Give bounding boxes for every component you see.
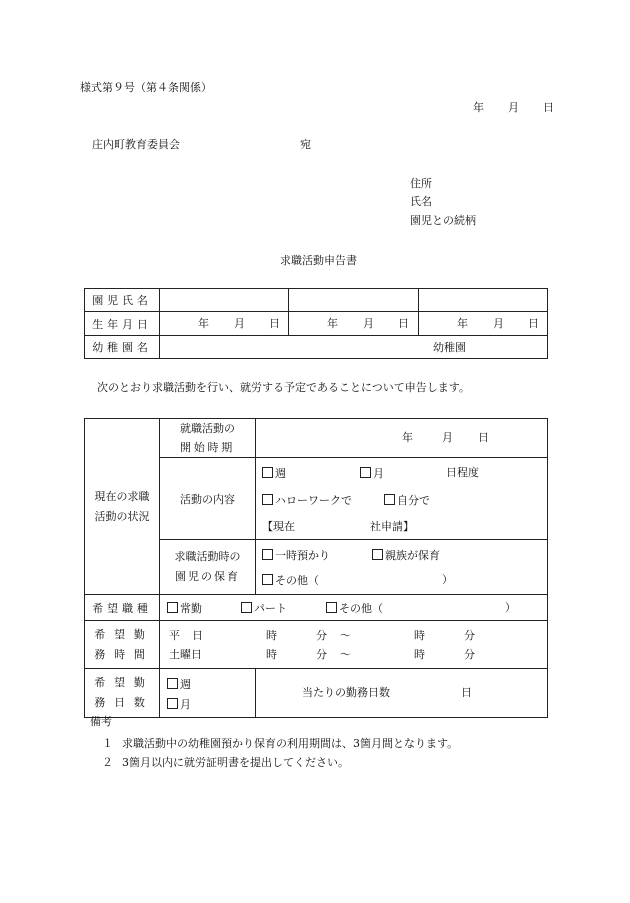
birth-date-field-1[interactable]: 年 月 日 bbox=[160, 312, 289, 336]
name-label: 氏名 bbox=[410, 195, 432, 208]
hello-work-checkbox[interactable] bbox=[262, 494, 273, 505]
date-day-label: 日 bbox=[543, 101, 554, 114]
notes-heading: 備考 bbox=[90, 715, 112, 728]
temp-care-option[interactable]: 一時預かり bbox=[262, 549, 330, 561]
start-period-field[interactable]: 年 月 日 bbox=[256, 419, 548, 458]
other-care-option[interactable]: その他（ bbox=[262, 574, 319, 586]
date-month-label: 月 bbox=[508, 101, 519, 114]
part-checkbox[interactable] bbox=[241, 602, 252, 613]
month-option[interactable]: 月 bbox=[360, 467, 384, 479]
per-days-label: 当たりの勤務日数 bbox=[302, 686, 390, 699]
work-days-row bbox=[85, 669, 548, 718]
job-type-label: 希望職種 bbox=[85, 595, 160, 621]
start-period-row bbox=[85, 419, 548, 458]
week-checkbox[interactable] bbox=[262, 467, 273, 478]
current-bracket-open: 【現在 bbox=[262, 520, 295, 533]
degree-label: 日程度 bbox=[446, 466, 479, 479]
form-number: 様式第９号（第４条関係） bbox=[80, 81, 212, 94]
note-2-number: ２ bbox=[102, 756, 113, 769]
hello-work-option[interactable]: ハローワークで bbox=[262, 494, 352, 506]
job-type-row bbox=[85, 595, 548, 621]
work-time-field: 平日 時 分 ～ 時 分 土曜日 時 分 ～ 時 分 bbox=[160, 621, 548, 669]
birth-date-field-2[interactable]: 年 月 日 bbox=[289, 312, 419, 336]
statement-text: 次のとおり求職活動を行い、就労する予定であることについて申告します。 bbox=[97, 381, 470, 394]
activity-content-label: 活動の内容 bbox=[160, 458, 256, 540]
other-job-checkbox[interactable] bbox=[326, 602, 337, 613]
form-title: 求職活動申告書 bbox=[280, 254, 357, 267]
temp-care-checkbox[interactable] bbox=[262, 549, 273, 560]
month-checkbox[interactable] bbox=[360, 467, 371, 478]
regular-option[interactable]: 常勤 bbox=[167, 602, 202, 614]
other-job-close: ） bbox=[505, 601, 516, 614]
work-time-label: 希望勤 務時間 bbox=[85, 621, 160, 669]
job-type-field bbox=[160, 595, 548, 621]
activity-table bbox=[84, 418, 548, 718]
care-field bbox=[256, 540, 548, 595]
school-name-field[interactable] bbox=[160, 336, 548, 359]
birth-date-label: 生年月日 bbox=[85, 312, 160, 336]
address-label: 住所 bbox=[410, 177, 432, 190]
activity-status-label: 現在の求職 活動の状況 bbox=[85, 419, 160, 595]
relation-label: 園児との続柄 bbox=[410, 214, 476, 227]
date-year-label: 年 bbox=[473, 101, 484, 114]
school-name-label: 幼稚園名 bbox=[85, 336, 160, 359]
work-days-unit-field bbox=[160, 669, 256, 718]
days-week-option[interactable]: 週 bbox=[167, 678, 191, 690]
days-month-option[interactable]: 月 bbox=[167, 698, 191, 710]
other-care-close: ） bbox=[442, 573, 453, 586]
other-job-option[interactable]: その他（ bbox=[326, 602, 383, 614]
child-info-table bbox=[84, 288, 548, 359]
birth-date-row bbox=[85, 312, 548, 336]
saturday-label: 土曜日 bbox=[169, 648, 202, 661]
regular-checkbox[interactable] bbox=[167, 602, 178, 613]
addressee-name: 庄内町教育委員会 bbox=[92, 138, 180, 151]
days-month-checkbox[interactable] bbox=[167, 698, 178, 709]
self-option[interactable]: 自分で bbox=[384, 494, 430, 506]
child-name-field-2[interactable] bbox=[289, 289, 419, 312]
work-time-row bbox=[85, 621, 548, 669]
company-apply-bracket: 社申請】 bbox=[370, 520, 414, 533]
activity-content-field bbox=[256, 458, 548, 540]
days-week-checkbox[interactable] bbox=[167, 678, 178, 689]
week-option[interactable]: 週 bbox=[262, 467, 286, 479]
other-care-checkbox[interactable] bbox=[262, 574, 273, 585]
family-care-checkbox[interactable] bbox=[372, 549, 383, 560]
start-period-label: 就職活動の 開始時期 bbox=[160, 419, 256, 458]
family-care-option[interactable]: 親族が保育 bbox=[372, 549, 440, 561]
school-suffix: 幼稚園 bbox=[433, 341, 466, 354]
self-checkbox[interactable] bbox=[384, 494, 395, 505]
child-name-field-1[interactable] bbox=[160, 289, 289, 312]
days-unit-label: 日 bbox=[461, 686, 472, 699]
school-name-row bbox=[85, 336, 548, 359]
addressee-suffix: 宛 bbox=[300, 138, 311, 151]
child-name-field-3[interactable] bbox=[419, 289, 548, 312]
note-1-number: １ bbox=[102, 737, 113, 750]
part-option[interactable]: パート bbox=[241, 602, 287, 614]
weekday-label: 平日 bbox=[169, 629, 216, 642]
work-days-label: 希望勤 務日数 bbox=[85, 669, 160, 718]
care-label: 求職活動時の 園児の保育 bbox=[160, 540, 256, 595]
note-1-text: 求職活動中の幼稚園預かり保育の利用期間は、3箇月間となります。 bbox=[122, 737, 459, 750]
work-days-count-field[interactable] bbox=[256, 669, 548, 718]
child-name-row bbox=[85, 289, 548, 312]
note-2-text: 3箇月以内に就労証明書を提出してください。 bbox=[122, 756, 349, 769]
child-name-label: 園児氏名 bbox=[85, 289, 160, 312]
birth-date-field-3[interactable]: 年 月 日 bbox=[419, 312, 548, 336]
